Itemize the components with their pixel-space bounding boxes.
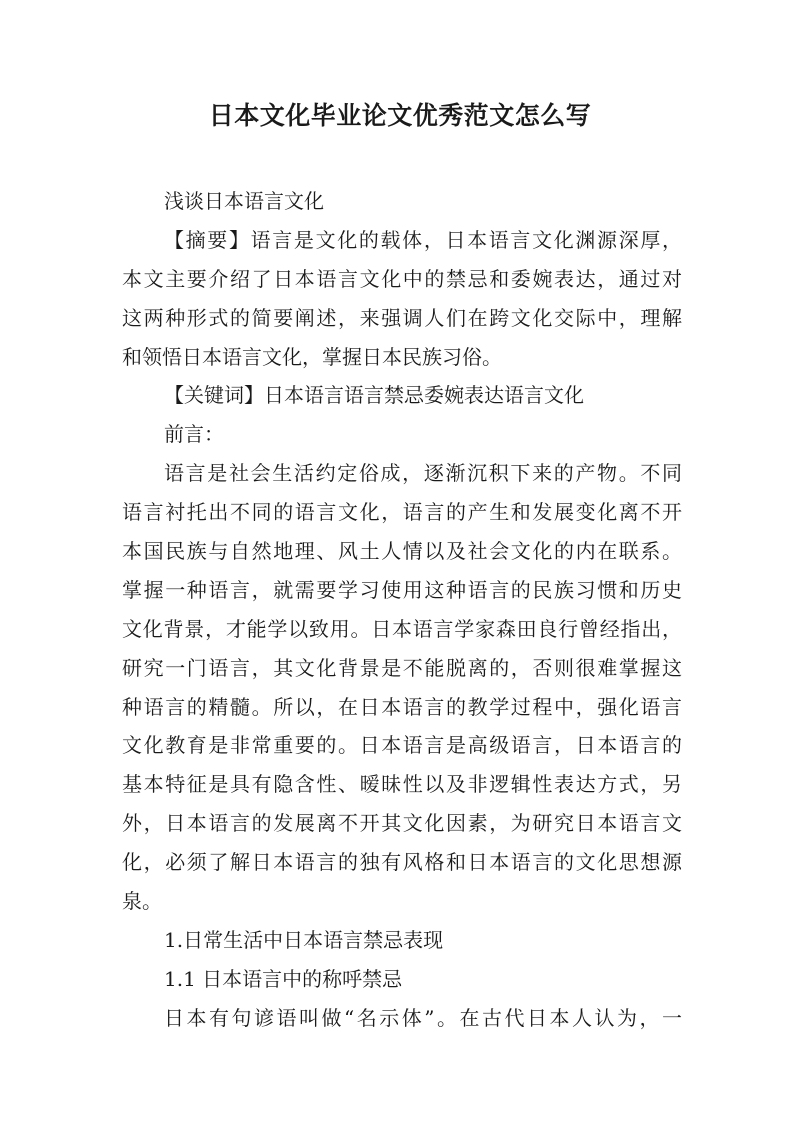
body-line: 基本特征是具有隐含性、暧昧性以及非逻辑性表达方式，另 [122,772,682,797]
keywords-line: 【关键词】日本语言语言禁忌委婉表达语言文化 [164,383,584,408]
body-line: 泉。 [122,889,162,914]
abstract-line: 这两种形式的简要阐述，来强调人们在跨文化交际中，理解 [122,305,682,330]
body-line: 文化教育是非常重要的。日本语言是高级语言，日本语言的 [122,733,682,758]
section-heading: 前言： [164,422,224,447]
body-line: 化，必须了解日本语言的独有风格和日本语言的文化思想源 [122,850,682,875]
body-line: 文化背景，才能学以致用。日本语言学家森田良行曾经指出， [122,616,682,641]
body-line: 研究一门语言，其文化背景是不能脱离的，否则很难掌握这 [122,655,682,680]
body-line: 语言衬托出不同的语言文化，语言的产生和发展变化离不开 [122,500,682,525]
document-body [122,182,682,1038]
body-line: 本国民族与自然地理、风土人情以及社会文化的内在联系。 [122,539,682,564]
subtitle-line: 浅谈日本语言文化 [164,189,324,213]
body-line: 语言是社会生活约定俗成，逐渐沉积下来的产物。不同 [164,461,682,486]
abstract-line: 和领悟日本语言文化，掌握日本民族习俗。 [122,344,502,369]
abstract-line: 本文主要介绍了日本语言文化中的禁忌和委婉表达，通过对 [122,266,682,291]
body-line: 日本有句谚语叫做“名示体”。在古代日本人认为，一 [164,1005,682,1030]
body-line: 外，日本语言的发展离不开其文化因素，为研究日本语言文 [122,811,682,836]
section-heading: 1.日常生活中日本语言禁忌表现 [164,927,444,952]
abstract-line: 【摘要】语言是文化的载体，日本语言文化渊源深厚， [164,227,682,252]
body-line: 种语言的精髓。所以，在日本语言的教学过程中，强化语言 [122,694,682,719]
subsection-heading: 1.1 日本语言中的称呼禁忌 [164,966,403,991]
page-title: 日本文化毕业论文优秀范文怎么写 [208,101,592,130]
body-line: 掌握一种语言，就需要学习使用这种语言的民族习惯和历史 [122,577,682,602]
